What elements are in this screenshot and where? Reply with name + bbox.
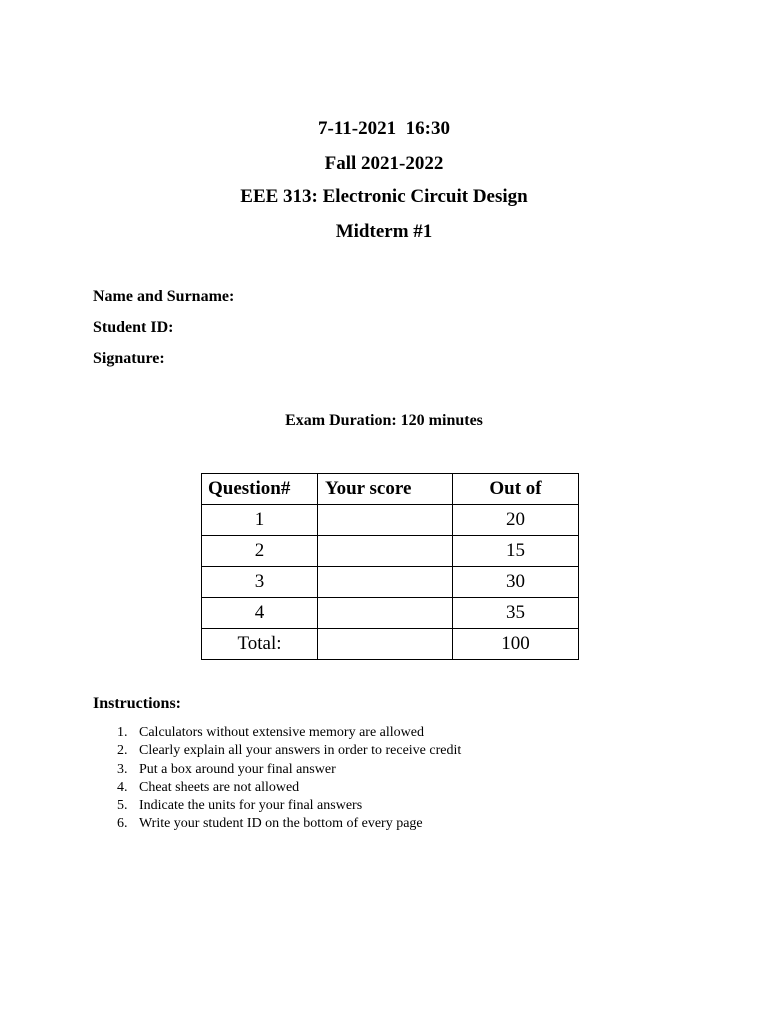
item-number: 3.: [117, 761, 128, 777]
item-number: 4.: [117, 779, 128, 795]
instructions-list: [117, 724, 461, 834]
out-of-value: 35: [453, 598, 579, 629]
header-your-score: Your score: [318, 474, 453, 505]
item-text: Write your student ID on the bottom of every page: [139, 816, 423, 832]
instructions-title: Instructions:: [93, 695, 182, 712]
signature-label: Signature:: [93, 350, 165, 367]
out-of-value: 20: [453, 505, 579, 536]
out-of-value: 30: [453, 567, 579, 598]
item-number: 1.: [117, 725, 128, 740]
student-id-label: Student ID:: [93, 319, 174, 336]
table-row: [202, 567, 579, 598]
total-row: [202, 629, 579, 660]
table-row: [202, 505, 579, 536]
table-row: [202, 598, 579, 629]
question-number: 2: [202, 536, 318, 567]
list-item: [117, 779, 461, 797]
list-item: [117, 815, 461, 833]
name-surname-label: Name and Surname:: [93, 288, 235, 305]
score-cell[interactable]: [318, 598, 453, 629]
total-score-cell[interactable]: [318, 629, 453, 660]
list-item: [117, 724, 461, 742]
item-text: Put a box around your final answer: [139, 761, 336, 777]
item-text: Clearly explain all your answers in order to receive credit: [139, 743, 462, 759]
total-label: Total:: [202, 629, 318, 660]
list-item: [117, 742, 461, 760]
question-number: 4: [202, 598, 318, 629]
question-number: 3: [202, 567, 318, 598]
question-number: 1: [202, 505, 318, 536]
list-item: [117, 797, 461, 815]
score-table: [201, 473, 579, 660]
course-title: EEE 313: Electronic Circuit Design: [240, 186, 528, 207]
item-number: 2.: [117, 743, 128, 759]
exam-date-time: 7-11-2021 16:30: [318, 118, 450, 139]
exam-duration: Exam Duration: 120 minutes: [285, 412, 483, 429]
score-table-header-row: [202, 474, 579, 505]
item-text: Calculators without extensive memory are allowed: [139, 725, 424, 740]
list-item: [117, 761, 461, 779]
total-out-of-value: 100: [453, 629, 579, 660]
item-number: 5.: [117, 798, 128, 814]
header-question: Question#: [202, 474, 318, 505]
score-cell[interactable]: [318, 536, 453, 567]
score-cell[interactable]: [318, 567, 453, 598]
header-out-of: Out of: [453, 474, 579, 505]
item-text: Cheat sheets are not allowed: [139, 779, 300, 795]
item-text: Indicate the units for your final answers: [139, 798, 363, 814]
item-number: 6.: [117, 816, 128, 832]
out-of-value: 15: [453, 536, 579, 567]
exam-term: Fall 2021-2022: [324, 153, 444, 174]
exam-title: Midterm #1: [335, 221, 433, 242]
table-row: [202, 536, 579, 567]
score-cell[interactable]: [318, 505, 453, 536]
